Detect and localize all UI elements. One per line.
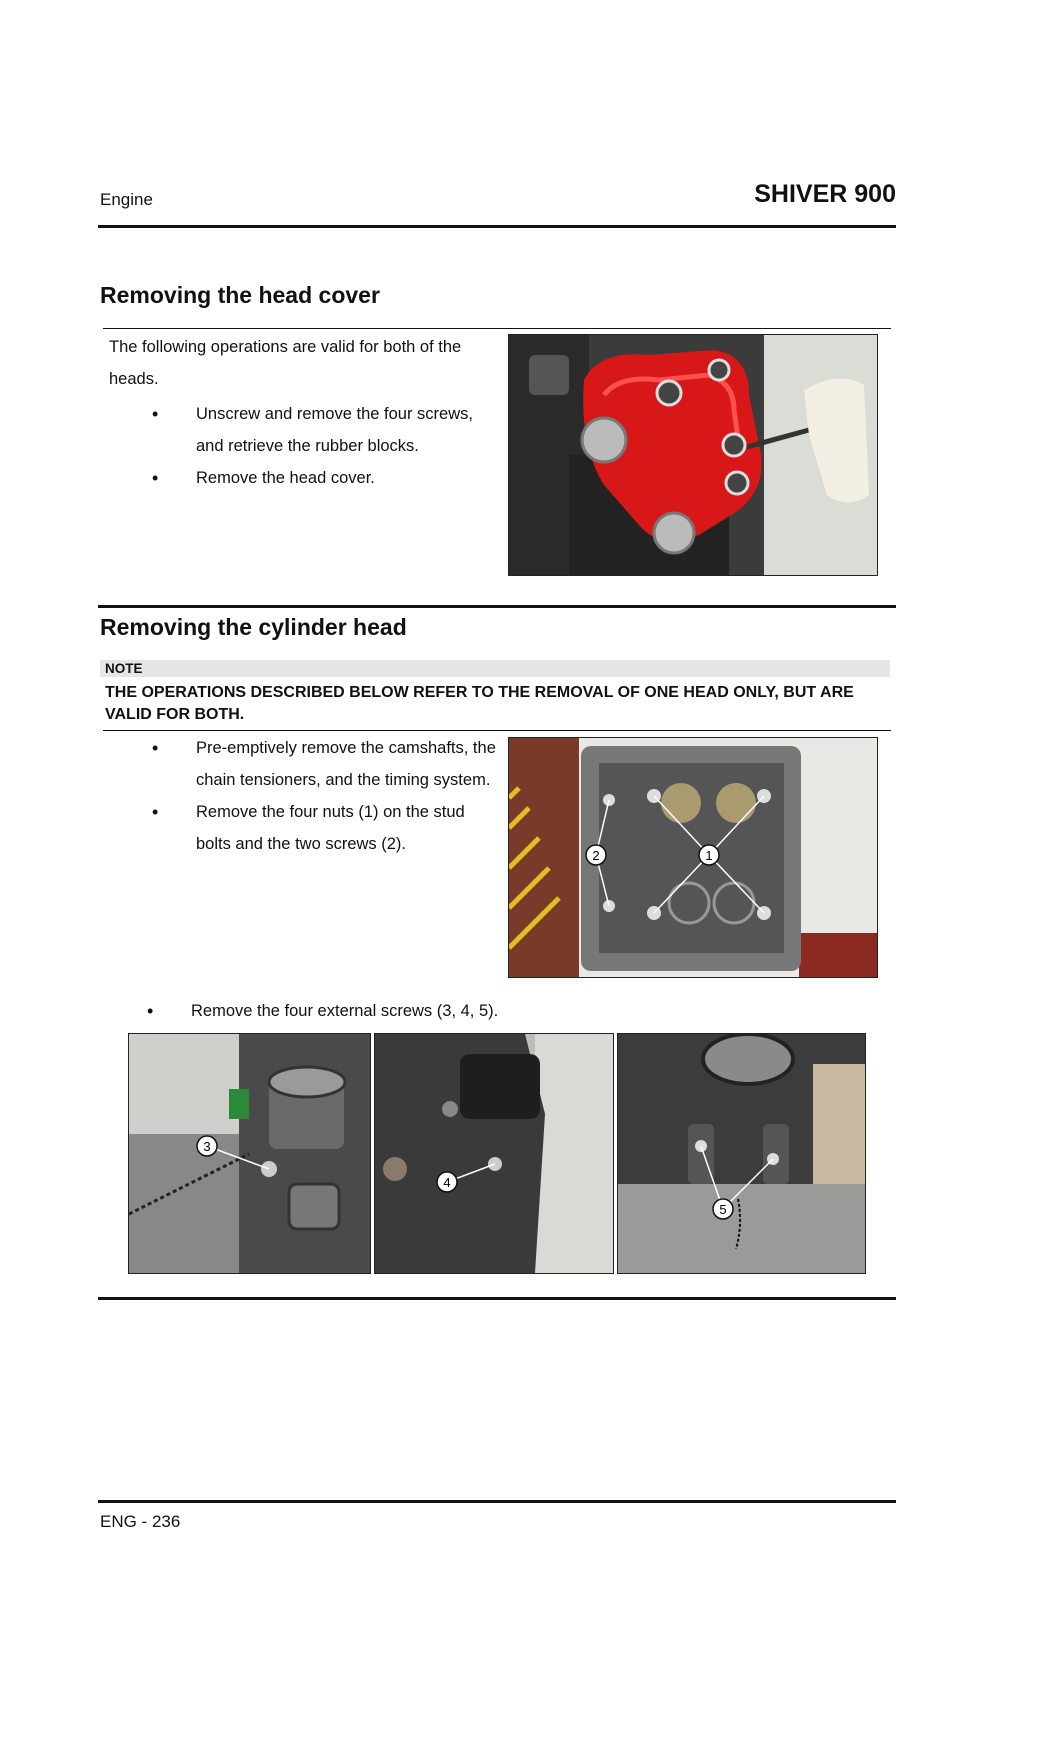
step-remove-nuts: • Remove the four nuts (1) on the stud bolts and the two screws (2). — [152, 796, 497, 860]
callout-2: 2 — [592, 848, 600, 863]
note-label: NOTE — [100, 660, 890, 677]
external-screw-photo-5 — [617, 1033, 866, 1274]
section-divider — [103, 328, 891, 329]
step-remove-camshafts: • Pre-emptively remove the camshafts, the chain tensioners, and the timing system. — [152, 732, 497, 796]
header-section: Engine — [100, 190, 153, 209]
callout-5: 5 — [719, 1202, 727, 1217]
cylinder-head-steps — [152, 732, 497, 860]
header-rule — [98, 225, 896, 228]
header-model: SHIVER 900 — [754, 180, 896, 208]
cylinder-head-photo — [508, 737, 878, 978]
step-remove-cover: • Remove the head cover. — [152, 462, 497, 494]
note-divider — [103, 730, 891, 731]
head-cover-photo — [508, 334, 878, 576]
section-title-head-cover: Removing the head cover — [100, 282, 380, 308]
external-screws-step — [147, 995, 747, 1027]
section-title-cylinder-head: Removing the cylinder head — [100, 614, 407, 640]
head-cover-steps — [152, 398, 497, 494]
section-end-rule — [98, 1297, 896, 1300]
page-number: ENG - 236 — [100, 1512, 181, 1531]
callout-1: 1 — [705, 848, 713, 863]
footer-rule — [98, 1500, 896, 1503]
external-screw-photo-4 — [374, 1033, 614, 1274]
step-unscrew-screws: • Unscrew and remove the four screws, and retrieve the rubber blocks. — [152, 398, 497, 462]
external-screw-photo-3 — [128, 1033, 371, 1274]
section-rule — [98, 605, 896, 608]
callout-3: 3 — [203, 1139, 211, 1154]
callout-4: 4 — [443, 1175, 451, 1190]
intro-text: The following operations are valid for both of the heads. — [109, 338, 462, 388]
note-text: THE OPERATIONS DESCRIBED BELOW REFER TO THE REMOVAL OF ONE HEAD ONLY, BUT ARE VALID FOR BOTH. — [105, 684, 854, 723]
step-remove-external-screws: • Remove the four external screws (3, 4, 5). — [147, 995, 747, 1027]
